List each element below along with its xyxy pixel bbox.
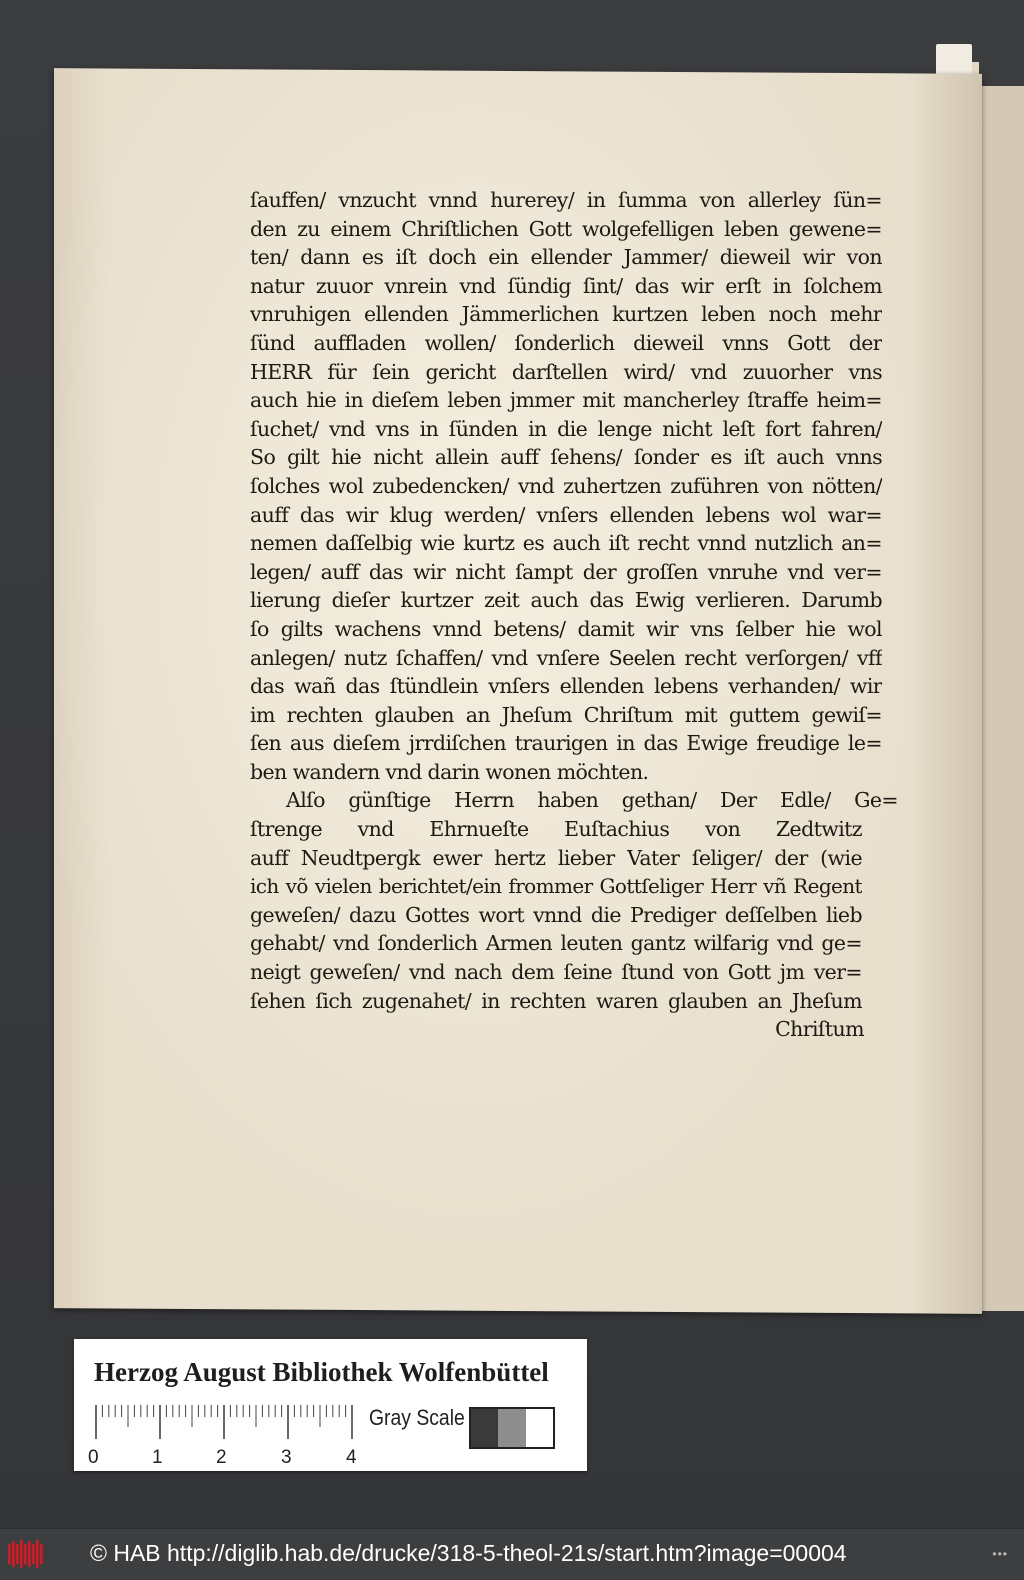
paragraph-1 bbox=[250, 186, 882, 786]
text-line: nemen daſſelbig wie kurtz es auch iſt recht vnnd nutzlich an= bbox=[250, 531, 882, 556]
text-line: vnruhigen ellenden Jämmerlichen kurtzen leben noch mehr bbox=[250, 302, 882, 327]
catchword: Chriſtum bbox=[775, 1017, 864, 1042]
text-line: ſtrenge vnd Ehrnueſte Euſtachius von Zedtwitz bbox=[250, 817, 862, 842]
text-line: ich võ vielen berichtet/ein frommer Gottſeliger Herr vñ Regent bbox=[250, 874, 862, 899]
text-line: ſuchet/ vnd vns in ſünden in die lenge nicht leſt fort fahren/ bbox=[250, 416, 882, 441]
text-line: den zu einem Chriſtlichen Gott wolgefelligen leben gewene= bbox=[250, 216, 882, 241]
text-line: auff Neudtpergk ewer hertz lieber Vater ſeliger/ der (wie bbox=[250, 845, 862, 870]
paragraph-2 bbox=[250, 786, 898, 1015]
page-text bbox=[250, 186, 898, 1044]
text-line: im rechten glauben an Jheſum Chriſtum mit guttem gewiſ= bbox=[250, 702, 882, 727]
ruler-scale bbox=[94, 1405, 356, 1439]
gray-swatch bbox=[526, 1409, 553, 1447]
ruler-label: 2 bbox=[216, 1447, 227, 1468]
gray-scale-label: Gray Scale bbox=[369, 1405, 465, 1430]
gray-swatch bbox=[471, 1409, 498, 1447]
gray-scale-swatches bbox=[469, 1407, 555, 1449]
text-line: So gilt hie nicht allein auff ſehens/ ſonder es iſt auch vnns bbox=[250, 445, 882, 470]
ruler-label: 1 bbox=[152, 1447, 163, 1468]
text-line: ſen aus dieſem jrrdiſchen traurigen in das Ewige freudige le= bbox=[250, 731, 882, 756]
gray-swatch bbox=[498, 1409, 525, 1447]
text-line: geweſen/ dazu Gottes wort vnnd die Prediger deſſelben lieb bbox=[250, 902, 862, 927]
text-line: ſehen ſich zugenahet/ in rechten waren glauben an Jheſum bbox=[250, 988, 862, 1013]
text-line: HERR für ſein gericht darſtellen wird/ vnd zuuorher vns bbox=[250, 359, 882, 384]
text-line: ſolches wol zubedencken/ vnd zuhertzen zuführen von nötten/ bbox=[250, 473, 882, 498]
more-icon[interactable]: ••• bbox=[992, 1547, 1008, 1561]
text-line: ſünd auffladen wollen/ ſonderlich dieweil vnns Gott der bbox=[250, 330, 882, 355]
ruler-label: 3 bbox=[281, 1447, 292, 1468]
text-line: ben wandern vnd darin wonen möchten. bbox=[250, 759, 649, 784]
color-scale-card bbox=[74, 1339, 587, 1471]
text-line: ten/ dann es iſt doch ein ellender Jammer/ dieweil wir von bbox=[250, 245, 882, 270]
text-line: auff das wir klug werden/ vnſers ellenden lebens wol war= bbox=[250, 502, 882, 527]
text-line: legen/ auff das wir nicht ſampt der groſſen vnruhe vnd ver= bbox=[250, 559, 882, 584]
hab-logo-icon bbox=[6, 1538, 46, 1570]
ruler-label: 4 bbox=[346, 1447, 357, 1468]
text-line: auch hie in dieſem leben jmmer mit mancherley ſtraffe heim= bbox=[250, 388, 882, 413]
text-line: Alſo günſtige Herrn haben gethan/ Der Edle/ Ge= bbox=[286, 788, 898, 813]
ruler-labels bbox=[88, 1447, 358, 1469]
text-line: ſauffen/ vnzucht vnnd hurerey/ in ſumma von allerley ſün= bbox=[250, 188, 882, 212]
text-line: anlegen/ nutz ſchaffen/ vnd vnſere Seelen recht verſorgen/ vff bbox=[250, 645, 882, 670]
text-line: lierung dieſer kurtzer zeit auch das Ewig verlieren. Darumb bbox=[250, 588, 882, 613]
text-line: natur zuuor vnrein vnd ſündig ſint/ das wir erſt in ſolchem bbox=[250, 273, 882, 298]
ruler-label: 0 bbox=[88, 1447, 99, 1468]
text-line: gehabt/ vnd ſonderlich Armen leuten gantz wilfarig vnd ge= bbox=[250, 931, 862, 956]
footer-bar bbox=[0, 1528, 1024, 1580]
text-line: ſo gilts wachens vnnd betens/ damit wir vns ſelber hie wol bbox=[250, 616, 882, 641]
text-line: das wañ das ſtündlein vnſers ellenden lebens verhanden/ wir bbox=[250, 674, 882, 699]
text-line: neigt geweſen/ vnd nach dem ſeine ſtund von Gott jm ver= bbox=[250, 960, 862, 985]
footer-url[interactable]: © HAB http://diglib.hab.de/drucke/318-5-theol-21s/start.htm?image=00004 bbox=[90, 1540, 847, 1566]
library-name: Herzog August Bibliothek Wolfenbüttel bbox=[94, 1357, 549, 1387]
